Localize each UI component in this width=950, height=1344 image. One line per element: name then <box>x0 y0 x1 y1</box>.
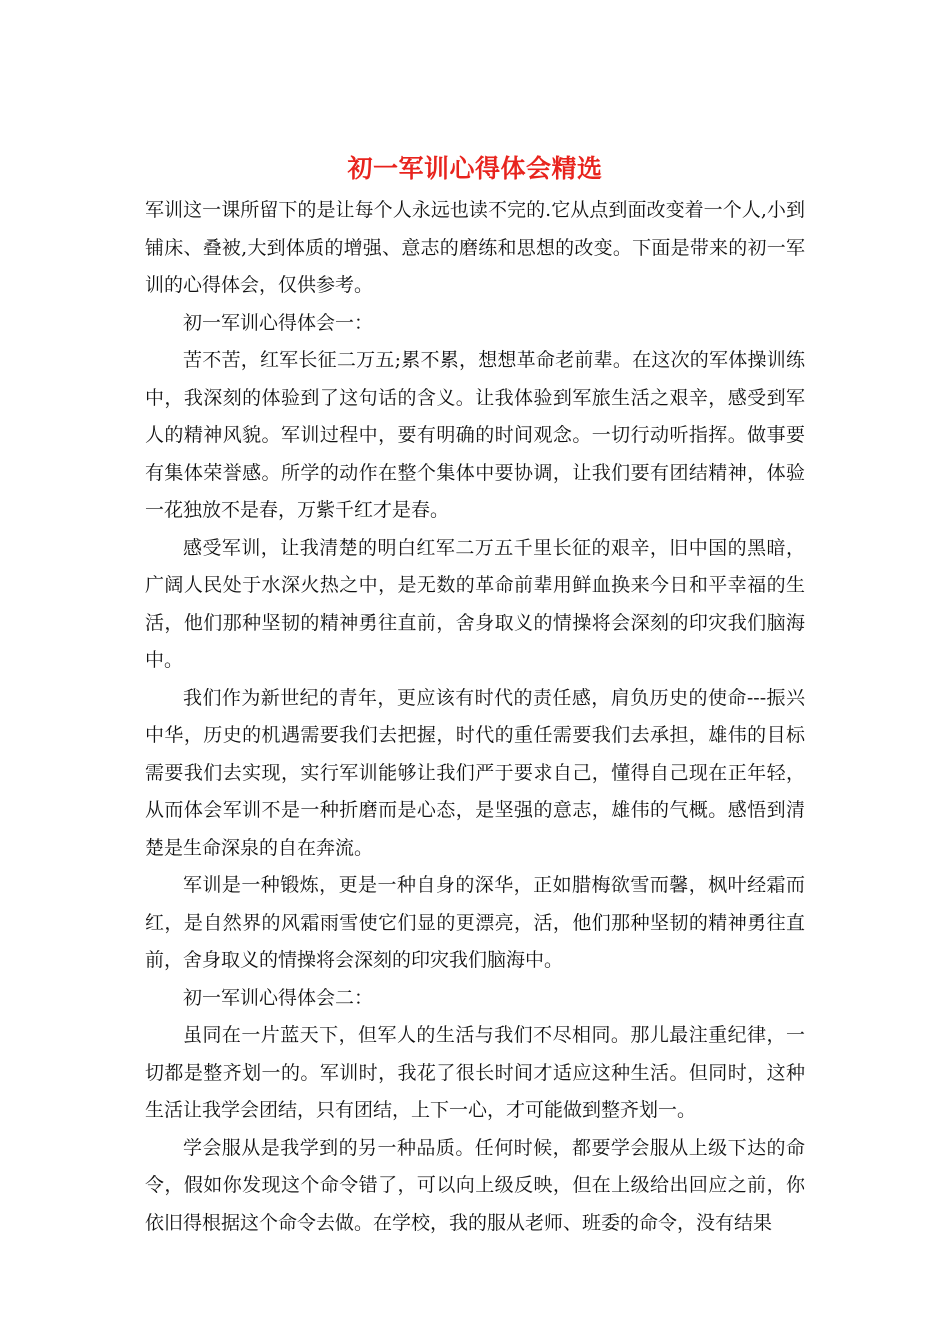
intro-paragraph: 军训这一课所留下的是让每个人永远也读不完的.它从点到面改变着一个人,小到铺床、叠被,大到体质的增强、意志的磨练和思想的改变。下面是带来的初一军训的心得体会，仅供参考。 <box>145 199 805 296</box>
section-heading-two: 初一军训心得体会二： <box>183 986 374 1009</box>
section-heading-one: 初一军训心得体会一： <box>183 311 374 334</box>
body-paragraph: 苦不苦，红军长征二万五;累不累，想想革命老前辈。在这次的军体操训练中，我深刻的体验到了这句话的含义。让我体验到军旅生活之艰辛，感受到军人的精神风貌。军训过程中，要有明确的时间观念。一切行动听指挥。做事要有集体荣誉感。所学的动作在整个集体中要协调，让我们要有团结精神，体验一花独放不是春，万紫千红才是春。 <box>145 349 805 521</box>
document-body <box>145 192 805 1242</box>
body-paragraph: 虽同在一片蓝天下，但军人的生活与我们不尽相同。那儿最注重纪律，一切都是整齐划一的。军训时，我花了很长时间才适应这种生活。但同时，这种生活让我学会团结，只有团结，上下一心，才可能做到整齐划一。 <box>145 1024 805 1121</box>
body-paragraph: 军训是一种锻炼，更是一种自身的深华，正如腊梅欲雪而馨，枫叶经霜而红，是自然界的风霜雨雪使它们显的更漂亮，活，他们那种坚韧的精神勇往直前，舍身取义的情操将会深刻的印灾我们脑海中。 <box>145 874 805 971</box>
document-title: 初一军训心得体会精选 <box>347 154 603 183</box>
body-paragraph: 我们作为新世纪的青年，更应该有时代的责任感，肩负历史的使命---振兴中华，历史的机遇需要我们去把握，时代的重任需要我们去承担，雄伟的目标需要我们去实现，实行军训能够让我们严于要求自己，懂得自己现在正年轻，从而体会军训不是一种折磨而是心态，是坚强的意志，雄伟的气概。感悟到清楚是生命深泉的自在奔流。 <box>145 686 805 859</box>
body-paragraph: 学会服从是我学到的另一种品质。任何时候，都要学会服从上级下达的命令，假如你发现这个命令错了，可以向上级反映，但在上级给出回应之前，你依旧得根据这个命令去做。在学校，我的服从老师、班委的命令，没有结果 <box>145 1136 805 1234</box>
body-paragraph: 感受军训，让我清楚的明白红军二万五千里长征的艰辛，旧中国的黑暗，广阔人民处于水深火热之中，是无数的革命前辈用鲜血换来今日和平幸福的生活，他们那种坚韧的精神勇往直前，舍身取义的情操将会深刻的印灾我们脑海中。 <box>145 536 805 671</box>
